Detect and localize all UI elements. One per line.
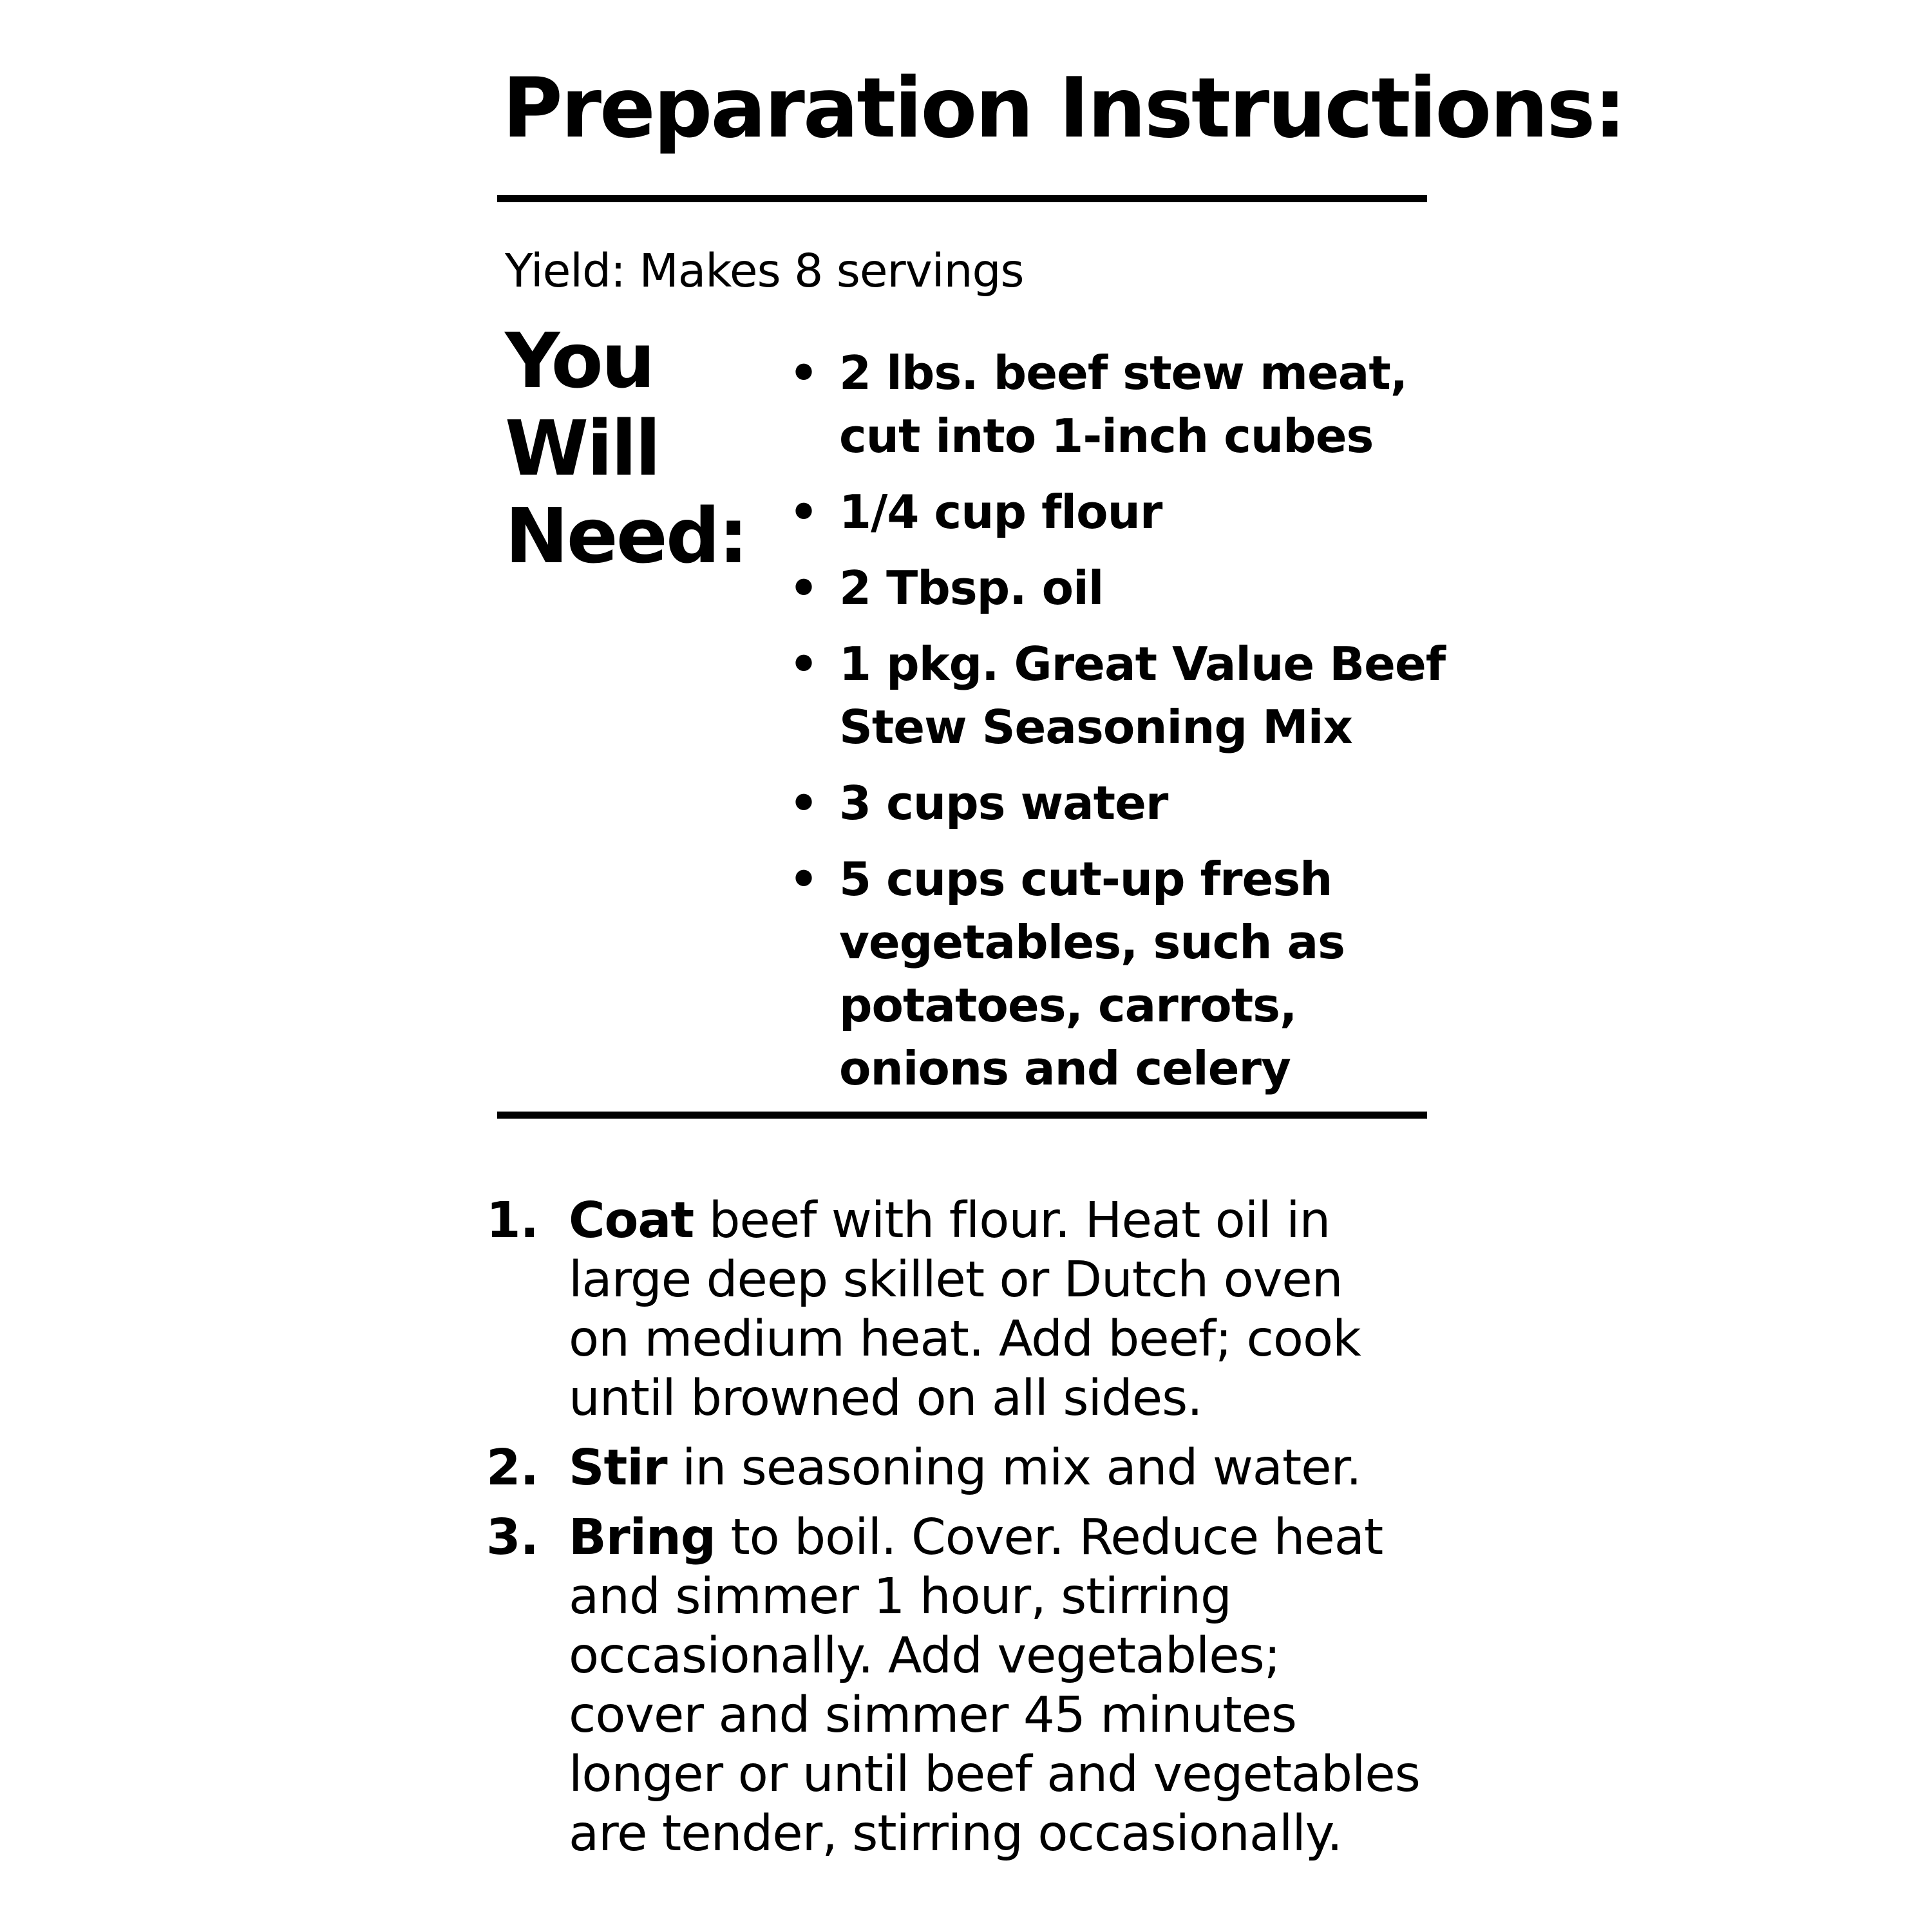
step-text: to boil. Cover. Reduce heat (715, 1509, 1383, 1566)
step-line: cover and simmer 45 minutes (569, 1687, 1297, 1744)
ingredient-list (789, 341, 1452, 1113)
bullet-icon: • (789, 776, 819, 830)
ingredient-item (789, 341, 1452, 468)
step-verb: Stir (569, 1439, 667, 1497)
ingredient-line: Stew Seasoning Mix (839, 700, 1352, 754)
ingredient-line: 2 Tbsp. oil (839, 561, 1104, 615)
step-line: and simmer 1 hour, stirring (569, 1568, 1231, 1625)
step-first-line (569, 1191, 1452, 1251)
step-line: large deep skillet or Dutch oven (569, 1251, 1343, 1309)
ingredient-line: potatoes, carrots, (839, 978, 1297, 1032)
ingredient-line: 3 cups water (839, 776, 1168, 830)
bullet-icon: • (789, 637, 819, 691)
bullet-icon: • (789, 485, 819, 539)
ingredient-item (789, 772, 1452, 835)
need-label-line: You (505, 316, 654, 405)
step-line: are tender, stirring occasionally. (569, 1805, 1342, 1862)
step-verb: Bring (569, 1509, 715, 1566)
step-number: 1. (486, 1192, 538, 1249)
step-verb: Coat (569, 1192, 694, 1249)
ingredient-line: vegetables, such as (839, 915, 1345, 969)
step-line: occasionally. Add vegetables; (569, 1627, 1280, 1685)
ingredient-line: 1/4 cup flour (839, 485, 1162, 539)
bullet-icon: • (789, 346, 819, 400)
bullet-icon: • (789, 852, 819, 906)
ingredient-line: 5 cups cut-up fresh (839, 852, 1332, 906)
step-item (486, 1508, 1452, 1864)
step-first-line (569, 1439, 1452, 1498)
step-line: longer or until beef and vegetables (569, 1746, 1420, 1803)
step-line: until browned on all sides. (569, 1370, 1202, 1427)
step-text: beef with flour. Heat oil in (694, 1192, 1331, 1249)
ingredient-line: onions and celery (839, 1041, 1291, 1095)
top-divider (497, 195, 1427, 202)
yield-text: Yield: Makes 8 servings (505, 244, 1024, 298)
ingredient-line: 2 lbs. beef stew meat, (839, 346, 1408, 400)
bullet-icon: • (789, 561, 819, 615)
step-first-line (569, 1508, 1452, 1567)
step-number: 2. (486, 1439, 538, 1497)
ingredient-item (789, 848, 1452, 1100)
ingredient-line: 1 pkg. Great Value Beef (839, 637, 1446, 691)
need-label-line: Need: (505, 491, 747, 580)
you-will-need-heading (505, 317, 750, 580)
ingredient-item (789, 556, 1452, 620)
step-item (486, 1191, 1452, 1428)
ingredient-item (789, 480, 1452, 544)
step-item (486, 1439, 1452, 1498)
ingredient-item (789, 632, 1452, 759)
bottom-divider (497, 1112, 1427, 1119)
step-text: in seasoning mix and water. (667, 1439, 1361, 1497)
ingredient-line: cut into 1-inch cubes (839, 409, 1374, 463)
step-line: on medium heat. Add beef; cook (569, 1311, 1361, 1368)
step-number: 3. (486, 1509, 538, 1566)
page-title: Preparation Instructions: (502, 61, 1625, 156)
steps-list (486, 1191, 1452, 1874)
need-label-line: Will (505, 404, 659, 493)
